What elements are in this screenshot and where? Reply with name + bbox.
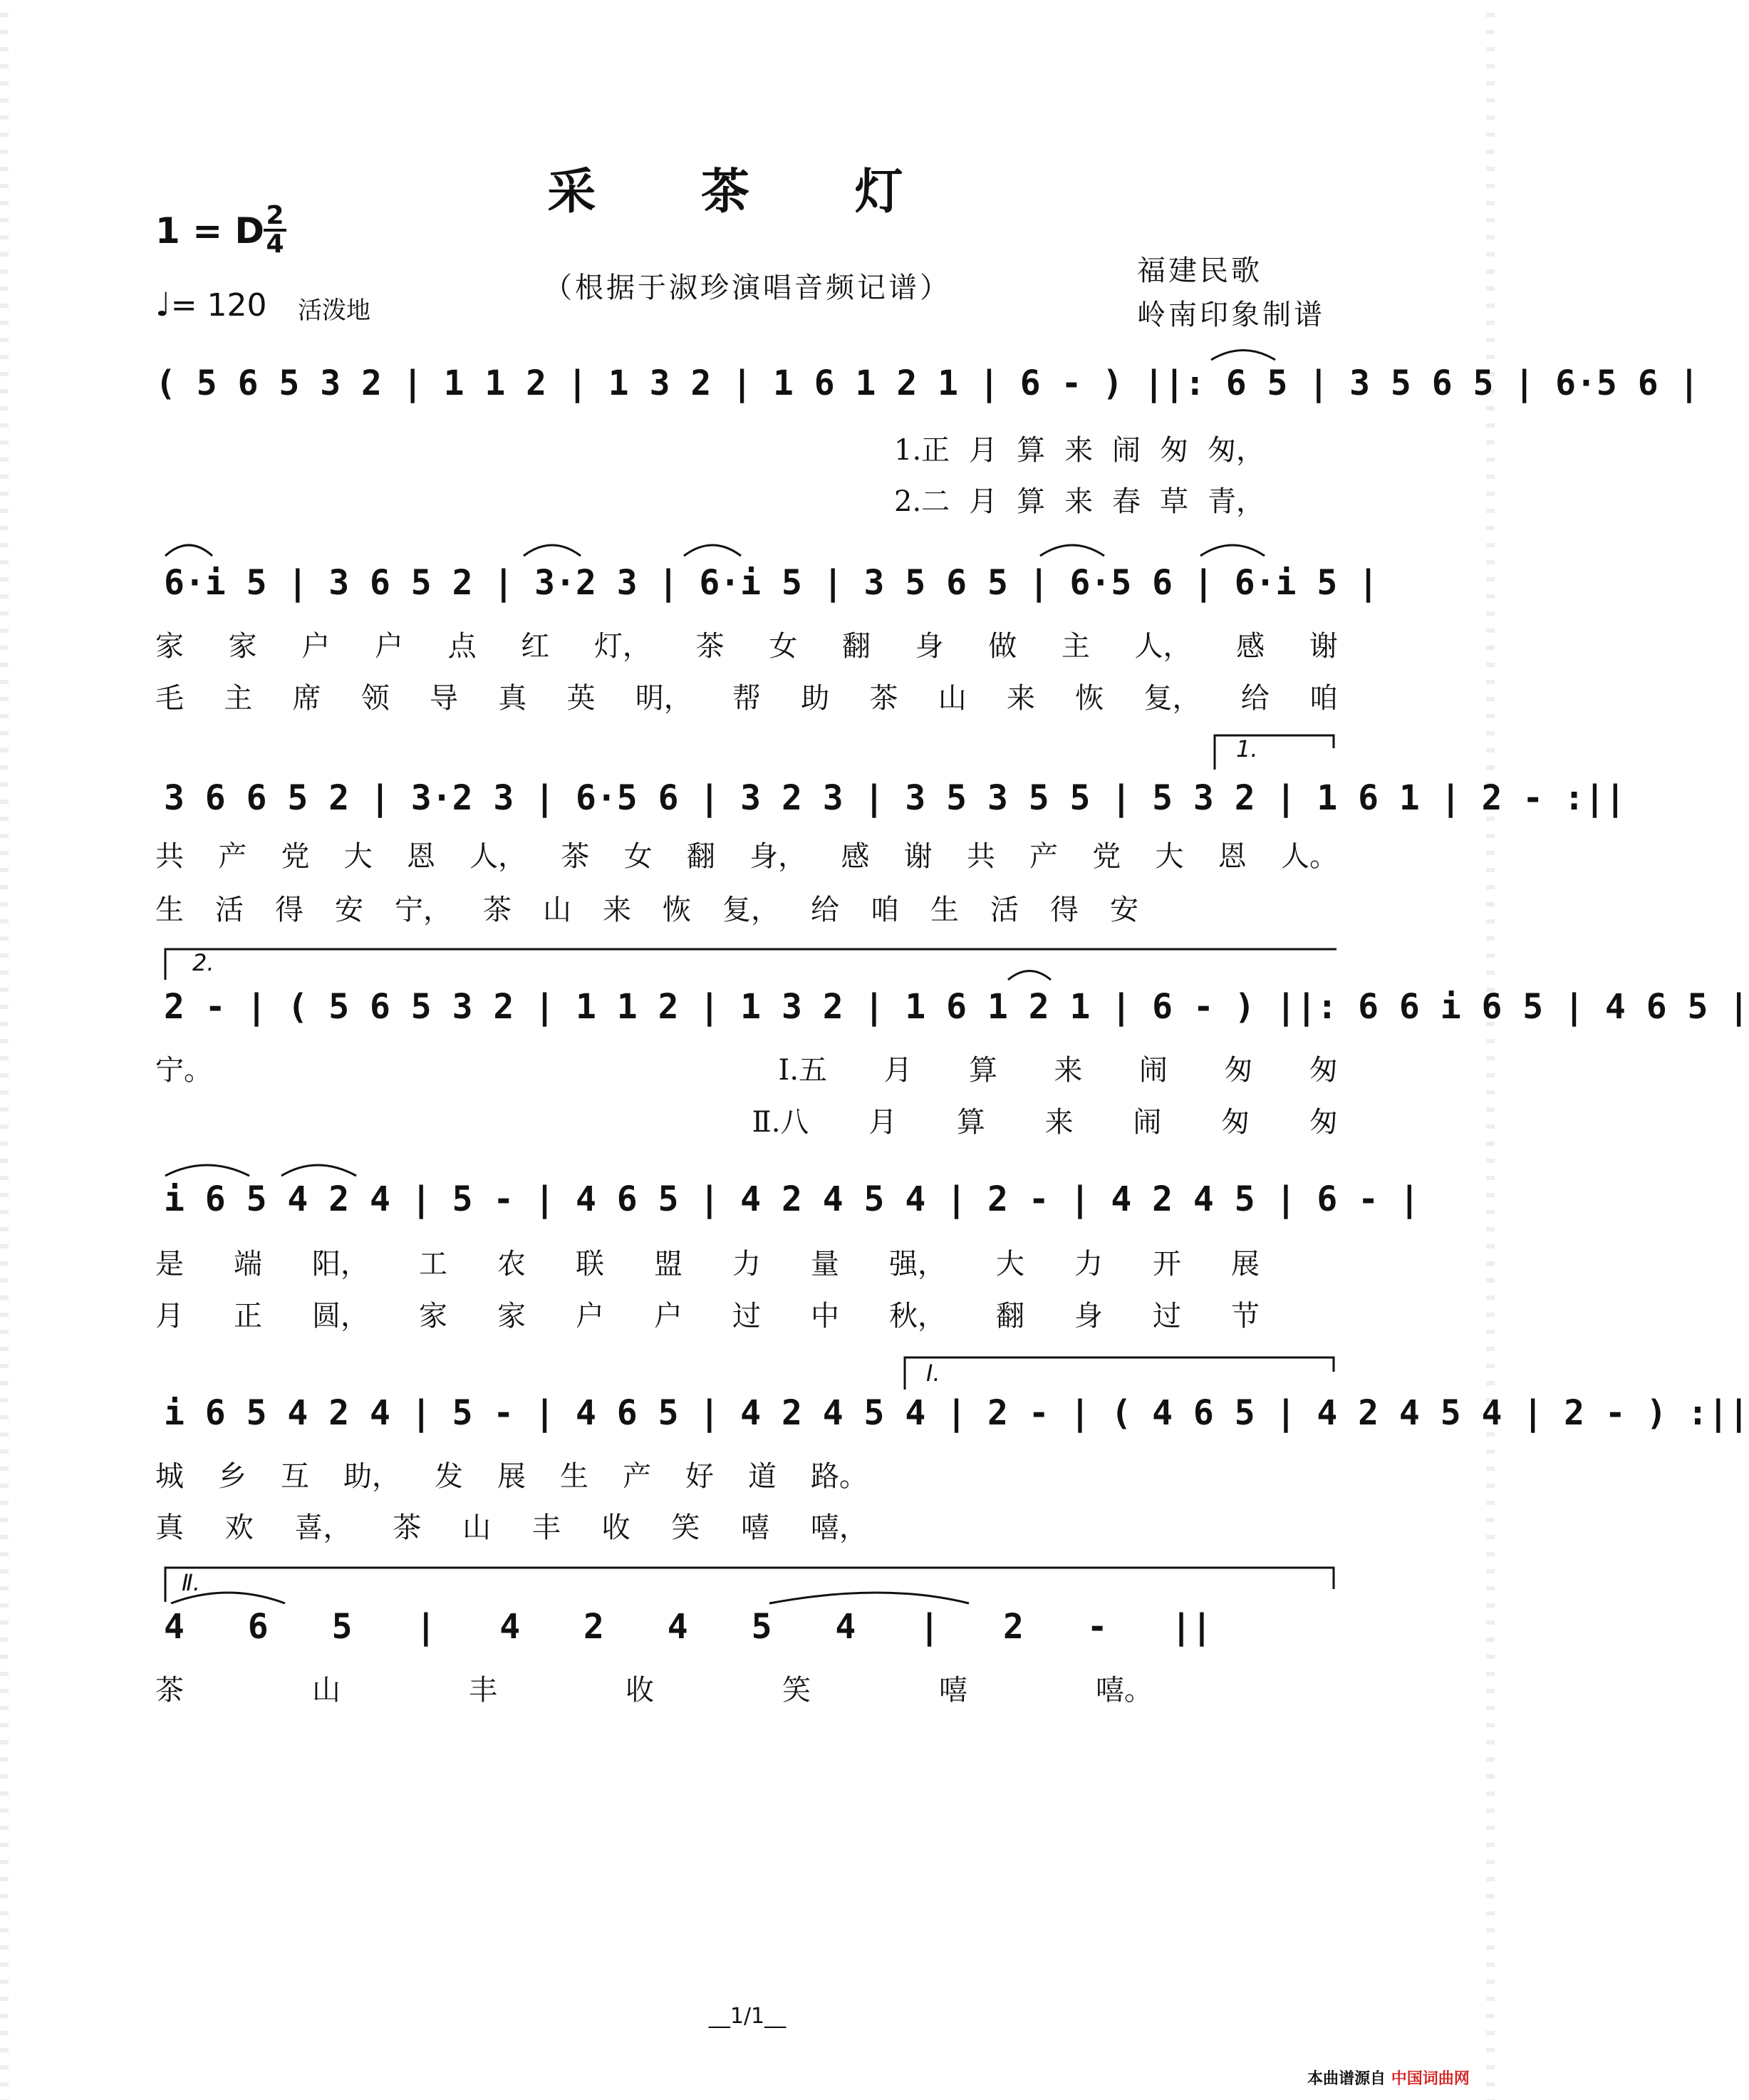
notation-row-4: 2 - | ( 5 6 5 3 2 | 1 1 2 | 1 3 2 | 1 6 1 2 1 | 6 - ) ||: 6 6 i 6 5 | 4 6 5 |	[164, 987, 1749, 1027]
lyric-row-5b: 月 正 圆， 家 家 户 户 过 中 秋， 翻 身 过 节	[155, 1300, 1260, 1333]
lyric-row-4b: Ⅱ.八 月 算 来 闹 匆 匆	[752, 1106, 1338, 1139]
volta-2-label: 2.	[192, 949, 214, 976]
volta-1-label: 1.	[1236, 735, 1258, 762]
notation-row-5: i 6 5 4 2 4 | 5 - | 4 6 5 | 4 2 4 5 4 | 2 - | 4 2 4 5 | 6 - |	[164, 1179, 1420, 1219]
notation-row-1: ( 5 6 5 3 2 | 1 1 2 | 1 3 2 | 1 6 1 2 1 | 6 - ) ||: 6 5 | 3 5 6 5 | 6·5 6 |	[155, 363, 1700, 403]
volta-I-label: Ⅰ.	[926, 1360, 940, 1387]
origin: 福建民歌	[1137, 254, 1262, 287]
time-signature-top: 2	[266, 201, 284, 230]
tempo-value: = 120	[170, 287, 267, 324]
volta-II-label: Ⅱ.	[182, 1569, 200, 1596]
lyric-row-3b: 生 活 得 安 宁， 茶 山 来 恢 复， 给 咱 生 活 得 安	[155, 894, 1138, 926]
lyric-row-6b: 真 欢 喜， 茶 山 丰 收 笑 嘻 嘻，	[155, 1511, 868, 1544]
source-label: 本曲谱源自	[1307, 2070, 1386, 2088]
lyric-row-1a: 1.正 月 算 来 闹 匆 匆，	[894, 434, 1265, 467]
song-title: 采 茶 灯	[547, 163, 948, 220]
source-brand: 中国词曲网	[1391, 2070, 1470, 2088]
subtitle: （根据于淑珍演唱音频记谱）	[544, 271, 951, 304]
arranger: 岭南印象制谱	[1137, 299, 1325, 331]
quarter-note-icon: ♩	[155, 285, 171, 324]
notation-row-3: 3 6 6 5 2 | 3·2 3 | 6·5 6 | 3 2 3 | 3 5 3 5 5 | 5 3 2 | 1 6 1 | 2 - :||	[164, 778, 1626, 818]
time-signature-bottom: 4	[266, 229, 284, 259]
tempo-marking: 活泼地	[298, 296, 370, 325]
lyric-row-2a: 家 家 户 户 点 红 灯， 茶 女 翻 身 做 主 人， 感 谢	[155, 630, 1338, 663]
lyric-row-5a: 是 端 阳， 工 农 联 盟 力 量 强， 大 力 开 展	[155, 1248, 1260, 1281]
lyric-row-4a: 宁。 Ⅰ.五 月 算 来 闹 匆 匆	[155, 1054, 1338, 1087]
source-credit	[1307, 2067, 1470, 2089]
notation-row-7: 4 6 5 | 4 2 4 5 4 | 2 - ||	[164, 1607, 1213, 1647]
lyric-row-6a: 城 乡 互 助， 发 展 生 产 好 道 路。	[155, 1460, 868, 1493]
notation-row-2: 6·i 5 | 3 6 5 2 | 3·2 3 | 6·i 5 | 3 5 6 5 | 6·5 6 | 6·i 5 |	[164, 563, 1379, 603]
lyric-row-1b: 2.二 月 算 来 春 草 青，	[894, 485, 1265, 518]
lyric-row-2b: 毛 主 席 领 导 真 英 明， 帮 助 茶 山 来 恢 复， 给 咱	[155, 682, 1338, 715]
lyric-row-3a: 共 产 党 大 恩 人， 茶 女 翻 身， 感 谢 共 产 党 大 恩 人。	[155, 840, 1338, 873]
lyric-row-7a: 茶 山 丰 收 笑 嘻 嘻。	[155, 1674, 1153, 1707]
key-signature: 1 = D	[155, 210, 265, 252]
notation-row-6: i 6 5 4 2 4 | 5 - | 4 6 5 | 4 2 4 5 4 | 2 - | ( 4 6 5 | 4 2 4 5 4 | 2 - ) :||	[164, 1393, 1749, 1433]
page-number: __1/1__	[708, 2004, 787, 2029]
